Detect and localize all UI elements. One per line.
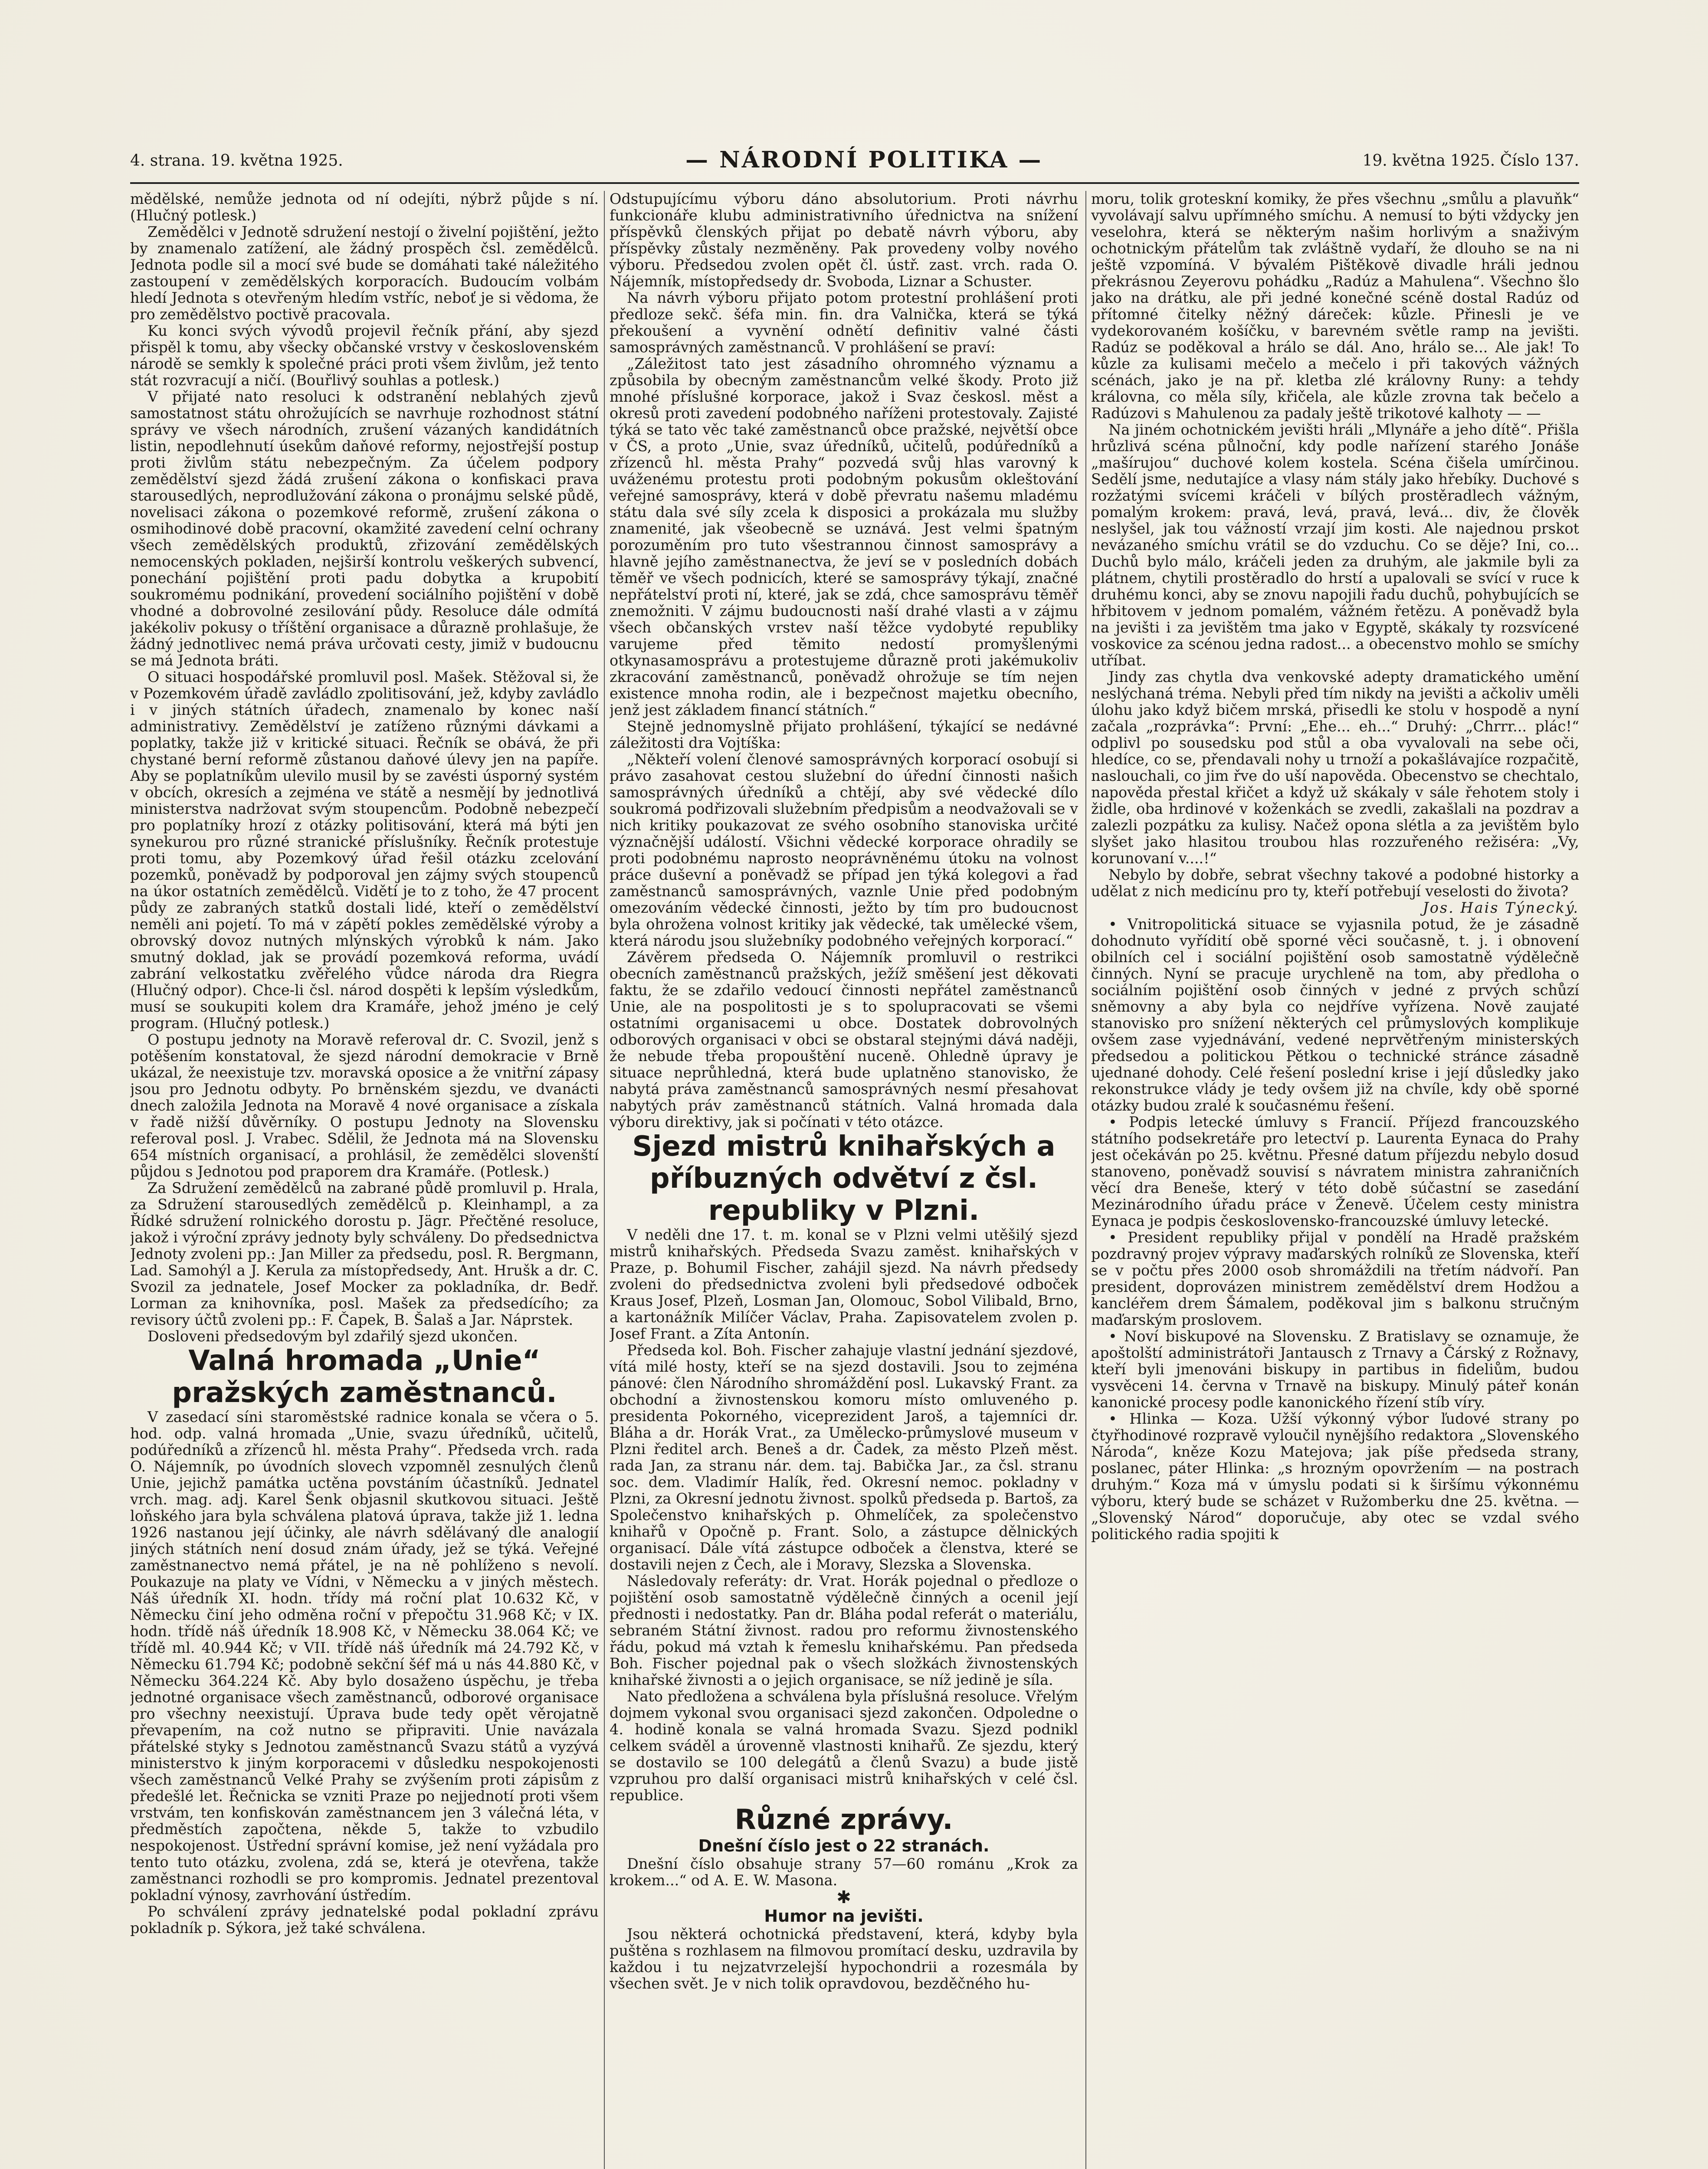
paragraph: Za Sdružení zemědělců na zabrané půdě promluvil p. Hrala, za Sdružení starousedlých zemědělců p. Kleinhampl, a za Řídké sdružení rolnického dorostu p. Jägr. Přečtěné resoluce, jakož i výroční zprávy jednoty byly schváleny. Do předsednictva Jednoty zvoleni pp.: Jan Miller za předsedu, posl. R. Bergmann, Lad. Samohýl a J. Kerula za místopředsedy, Ant. Hrušk a dr. C. Svozil za jednatele, Josef Mocker za pokladníka, dr. Bedř. Lorman za knihovníka, posl. Mašek za předsedícího; za revisory účtů zvoleni pp.: F. Čapek, B. Šalaš a Jar. Náprstek. [130, 1180, 599, 1328]
header-rule [130, 182, 1579, 184]
masthead-title: — NÁRODNÍ POLITIKA — [685, 147, 1043, 173]
news-item: • Podpis letecké úmluvy s Francií. Příjezd francouzského státního podsekretáře pro letectví p. Laurenta Eynaca do Prahy jest očekáván po 25. květnu. Přesné datum příjezdu nebylo dosud stanoveno, poněvadž souvisí s návratem ministra zahraničních věcí dra Beneše, který v této době súčastní se zasedání Mezinárodního úřadu práce v Ženevě. Účelem cesty ministra Eynaca je podpis československo-francouzské úmluvy letecké. [1091, 1114, 1579, 1229]
paragraph: mědělské, nemůže jednota od ní odejíti, nýbrž půjde s ní. (Hlučný potlesk.) [130, 191, 599, 224]
article-headline: Valná hromada „Unie“ pražských zaměstnanců. [172, 1345, 557, 1409]
paragraph: Závěrem předseda O. Nájemník promluvil o restrikci obecních zaměstnanců pražských, ježíž směšení jest děkovati faktu, že se zdařilo vedoucí činnosti nepřátel zaměstnanců Unie, ale na pospolitosti je s to spolupracovati se všemi ostatními organisacemi u obce. Dostatek dobrovolných odborových organisaci v obci se obstaral stejnými dává naději, že nebude třeba propouštění nuceně. Ohledně úpravy je situace neprůhledná, která bude uplatněno stanovisko, že nabytá práva zaměstnanců samosprávných nesmí přesahovat nabytých práv zaměstnanců státních. Valná hromada dala výboru direktivy, jak si počínati v této otázce. [610, 949, 1078, 1130]
paragraph: Předseda kol. Boh. Fischer zahajuje vlastní jednání sjezdové, vítá milé hosty, kteří se na sjezd dostavili. Jsou to zejména pánové: člen Národního shromáždění posl. Lukavský Frant. za obchodní a živnostenskou komoru místo omluveného p. presidenta Pokorného, viceprezident Jaroš, a tajemníci dr. Bláha a dr. Horák Vrat., za Umělecko-průmyslové museum v Plzni ředitel arch. Beneš a dr. Čadek, za město Plzeň měst. rada Jan, za stranu nár. dem. taj. Babička Jar., za čsl. stranu soc. dem. Vladimír Halík, řed. Okresní nemoc. pokladny v Plzni, za Okresní jednotu živnost. spolků předseda p. Bartoš, za Společenstvo knihařských p. Ohmelíček, za společenstvo knihařů v Opočně p. Frant. Solo, a zástupce dělnických organisací. Dále vítá zástupce odboček a členstva, které se dostavili nejen z Čech, ale i Moravy, Slezska a Slovenska. [610, 1342, 1078, 1573]
news-item: • Vnitropolitická situace se vyjasnila potud, že je zásadně dohodnuto vyřídití obě sporné věci současně, t. j. i obnovení obilních cel i sociální pojištění osob samostatně výdělečně činných. Nyní se pracuje urychleně na tom, aby předloha o sociálním pojištění osob činných v jedné z prvých schůzí sněmovny a aby byla co nejdříve vyřízena. Nově zaujaté stanovisko pro snížení některých cel průmyslových komplikuje ovšem zase vyjednávání, vedené neprvětřeným ministerských předsedou a politickou Pětkou o technické stránce zásadně ujednané dohody. Celé řešení poslední krise i její důsledky jako rekonstrukce vlády je tedy ovšem již na chvíle, kdy obě sporné otázky budou zralé k současnému řešení. [1091, 916, 1579, 1114]
paragraph: O postupu jednoty na Moravě referoval dr. C. Svozil, jenž s potěšením konstatoval, že sjezd národní demokracie v Brně ukázal, že neexistuje tzv. moravská oposice a že vnitřní zápasy jsou pro Jednotu odbyty. Po brněnském sjezdu, ve dvanácti dnech založila Jednota na Moravě 4 nové organisace a získala v řadě nižší důvěrníky. O postupu Jednoty na Slovensku referoval posl. J. Vrabec. Sdělil, že Jednota má na Slovensku 654 místních organisací, a prohlásil, že zemědělci slovenští půjdou s Jednotou pod praporem dra Kramáře. (Potlesk.) [130, 1031, 599, 1180]
paragraph: „Záležitost tato jest zásadního ohromného významu a způsobila by obecným zaměstnancům velké škody. Proto již mnohé příslušné korporace, jakož i Svaz českosl. měst a okresů proti zavedení podobného naříženi protestovaly. Zajisté týká se tato věc také zaměstnanců obce pražské, největší obce v ČS, a proto „Unie, svaz úředníků, učitelů, podúředníků a zřízenců hl. města Prahy“ pozvedá svůj hlas varovný k uváženému protestu proti podobným pokusům okleštování veřejné samosprávy, která v době převratu našemu mladému státu dala své síly zcela k disposici a prokázala mu služby znamenité, jak všeobecně se uznává. Jest velmi špatným porozuměním pro tuto všestrannou činnost samosprávy a hlavně jejího zaměstnanectva, že jeví se v posledních dobách těměř ve všech podnicích, které se samosprávy týkají, značné nepřátelství proti ní, které, jak se zdá, chce samosprávu těměř znemožniti. V zájmu budoucnosti naší drahé vlasti a v zájmu všech občanských vrstev naší těžce vydobyté republiky varujeme před těmito nedostí promyšlenými otkynasamosprávu a protestujeme důrazně proti jakémukoliv zkracování zaměstnanců, poněvadž ohrožuje se tím nejen existence mnoha rodin, ale i bezpečnost majetku obecního, jenž jest základem financí státních.“ [610, 355, 1078, 718]
column-3 [1091, 191, 1579, 2169]
subheading: Dnešní číslo jest o 22 stranách. [698, 1836, 990, 1855]
page-header [130, 143, 1579, 178]
header-right: 19. května 1925. Číslo 137. [1362, 152, 1579, 170]
header-left: 4. strana. 19. května 1925. [130, 152, 343, 170]
article-headline: Sjezd mistrů knihařských a příbuzných odvětví z čsl. republiky v Plzni. [632, 1130, 1056, 1227]
column-separator [604, 191, 605, 2169]
paragraph: Nato předložena a schválena byla příslušná resoluce. Vřelým dojmem vykonal svou organisaci sjezd zakončen. Odpoledne o 4. hodině konala se valná hromada Svazu. Sjezd podnikl celkem sváděl a úrovenně vlastnosti knihařů. Ze sjezdu, který se dostavilo se 100 delegátů a členů Svazu) a bude jistě vzpruhou pro další organisaci mistrů knihařských v celé čsl. republice. [610, 1688, 1078, 1804]
paragraph: moru, tolik groteskní komiky, že přes všechnu „smůlu a plavuňk“ vyvolávají salvu upřímného smíchu. A nemusí to býti vždycky jen veselohra, která se některým našim horlivým a snaživým ochotnickým přátelům tak zvláštně vydaří, že dlouho se na ni ještě vzpomíná. V bývalém Pištěkově divadle hráli jednou překrásnou Zeyerovu pohádku „Radúz a Mahulena“. Všechno šlo jako na drátku, ale při jedné konečné scéně dostal Radúz od přítomné čitelky něžný dáreček: kůzle. Přinesli je ve vydekorovaném košíčku, v barevném světle ramp na jevišti. Radúz se poděkoval a hrálo se dál. Ano, hrálo se... Ale jak! To kůzle za kulisami mečelo a mečelo i při takových vážných scénách, jako je na př. kletba zlé královny Runy: a tehdy královna, co měla síly, křičela, ale kůzle zrovna tak bečelo a Radúzovi s Mahulenou za padaly ještě trikotové kalhoty — — [1091, 191, 1579, 422]
paragraph: V zasedací síni staroměstské radnice konala se včera o 5. hod. odp. valná hromada „Unie, svazu úředníků, učitelů, podúředníků a zřízenců hl. města Prahy“. Předseda vrch. rada O. Nájemník, po úvodních slovech vzpomněl zesnulých členů Unie, jejichž památka uctěna povstáním účastníků. Jednatel vrch. mag. adj. Karel Šenk objasnil skutkovou situaci. Ještě loňského jara byla schválena platová úprava, takže již 1. ledna 1926 nastanou její účinky, ale návrh sdělávaný dle analogií jiných státních není dosud znám úřady, jež se týká. Veřejné zaměstnanectvo nemá přátel, je na ně pohlíženo s nevolí. Poukazuje na platy ve Vídni, v Německu a v jiných městech. Náš úředník XI. hodn. třídy má roční plat 10.632 Kč, v Německu činí jeho odměna roční v přepočtu 31.968 Kč; v IX. hodn. třídě náš úředník 18.908 Kč, v Německu 38.064 Kč; ve třídě ml. 40.944 Kč; v VII. třídě náš úředník má 24.792 Kč, v Německu 61.794 Kč; podobně sekční šéf má u nás 44.880 Kč, v Německu 364.224 Kč. Aby bylo dosaženo úspěchu, je třeba jednotné organisace všech zaměstnanců, odborové organisace pro všechny neexistují. Úprava bude tedy opět věrojatně převapením, na což nutno se připraviti. Unie navázala přátelské styky s Jednotou zaměstnanců Svazu států a vyzývá ministerstvo k jiným korporacemi v důsledku nespokojenosti všech zaměstnanců Velké Prahy se zvýšením proti zápisům z předešlé let. Řečnicka se vzniti Praze po nejjednotí proti všem vrstvám, ten konfiskován zaměstnancem jen 3 válečná léta, v předměstích započtena, někde 5, takže to vzbudilo nespokojenost. Ústřední správní komise, jež není vyžádala pro tento tuto otázku, zvolena, zdá se, která je otevřena, takže zaměstnanci rozhodli se pro kompromis. Jednatel prezentoval pokladní výnosy, zavrhování ústředím. [130, 1409, 599, 1904]
column-1 [130, 191, 599, 2169]
news-item: • President republiky přijal v pondělí na Hradě pražském pozdravný projev výpravy maďarských rolníků ze Slovenska, kteří se v počtu přes 2000 osob shromáždili na třetím nádvoří. Pan president, doprovázen ministrem zemědělství drem Hodžou a kancléřem drem Šámalem, poděkoval jim s balkonu stručným maďarským proslovem. [1091, 1229, 1579, 1328]
column-separator [1085, 191, 1086, 2169]
news-item: • Noví biskupové na Slovensku. Z Bratislavy se oznamuje, že apoštolští administrátoři Jantausch z Trnavy a Čárský z Rožnavy, kteří byli jmenováni biskupy in partibus in fideliům, budou vysvěceni 14. června v Trnavě na biskupy. Minulý páteř konán kanonické procesy podle kanonického řízení stíb víry. [1091, 1328, 1579, 1411]
author-signature: Jos. Hais Týnecký. [1423, 899, 1579, 916]
subheading: Humor na jevišti. [764, 1907, 924, 1926]
paragraph: Dnešní číslo obsahuje strany 57—60 románu „Krok za krokem...“ od A. E. W. Masona. [610, 1855, 1078, 1889]
paragraph: V přijaté nato resoluci k odstranění neblahých zjevů samostatnost státu ohrožujících se navrhuje rozhodnost státní správy ve všech národních, zrušení vázaných kandidátních listin, nepodlehnutí úsekům daňové reformy, nejostřejší postup proti živlům státu nebezpečným. Za účelem podpory zemědělství sjezd žádá zrušení zákona o konfiskaci prava starousedlých, neprodlužování zákona o pronájmu selské půdě, novelisaci zákona o pozemkové reformě, zrušení zákona o osmihodinové době pracovní, okamžité zavedení celní ochrany všech zemědělských produktů, zřizování zemědělských nemocenských pokladen, nejširší kontrolu veškerých subvencí, ponechání pojištění proti padu dobytka a krupobití soukromému podnikání, provedení sociálního pojištění v době vhodné a dobrovolné zesilování půdy. Resoluce dále odmítá jakékoliv pokusy o tříštění organisace a důrazně prohlašuje, že žádný jednotlivec nemá práva určovati cesty, jimiž v budoucnu se má Jednota bráti. [130, 388, 599, 669]
paragraph: Ku konci svých vývodů projevil řečník přání, aby sjezd přispěl k tomu, aby všecky občanské vrstvy v československém národě se semkly k společné práci proti všem živlům, jež tento stát rozvracují a ničí. (Bouřlivý souhlas a potlesk.) [130, 322, 599, 389]
paragraph: Po schválení zprávy jednatelské podal pokladní zprávu pokladník p. Sýkora, jež také schválena. [130, 1903, 599, 1936]
section-headline: Různé zprávy. [734, 1804, 953, 1836]
paragraph: Zemědělci v Jednotě sdružení nestojí o živelní pojištění, ježto by znamenalo zatížení, ale žádný prospěch čsl. zemědělců. Jednota podle sil a mocí své bude se domáhati také náležitého zastoupení v zemědělských korporacích. Budoucím volbám hledí Jednota s otevřeným hledím vstříc, neboť je si vědoma, že pro zemědělstvo poctivě pracovala. [130, 223, 599, 323]
paragraph: Následovaly referáty: dr. Vrat. Horák pojednal o předloze o pojištění osob samostatně výdělečně činných a ocenil její přednosti i nedostatky. Pan dr. Bláha podal referát o materiálu, sebraném Státní živnost. radou pro reformu živnostenského řádu, pokud má vztah k řemeslu knihařskému. Pan předseda Boh. Fischer pojednal pak o všech složkách živnostenských knihařské živnosti a o jejich organisace, se níž jedině je síla. [610, 1573, 1078, 1688]
paragraph: Na návrh výboru přijato potom protestní prohlášení proti předloze sekč. šéfa min. fin. dra Valnička, která se týká překoušení a vyvnění odnětí definitiv valné části samosprávných zaměstnanců. V prohlášení se praví: [610, 289, 1078, 356]
paragraph: O situaci hospodářské promluvil posl. Mašek. Stěžoval si, že v Pozemkovém úřadě zavládlo zpolitisování, jež, kdyby zavládlo i v jiných státních úřadech, znamenalo by konec naší administrativy. Zemědělství je zatíženo různými dávkami a poplatky, takže již v kritické situaci. Řečník se obává, že při chystané berní reformě zůstanou daňové úlevy jen na papíře. Aby se poplatníkům ulevilo musil by se zavésti úsporný systém v obcích, okresích a zejména ve státě a nesmějí by jednotlivá ministerstva nadržovat svým stoupencům. Podobně nebezpečí pro poplatníky hrozí z otázky politisování, která má býti jen synekurou pro různé stranické příslušníky. Řečník protestuje proti tomu, aby Pozemkový úřad řešil otázku zcelování pozemků, poněvadž by podporoval jen zájmy svých stoupenců na úkor ostatních zemědělců. Vidětí je to z toho, že 47 procent půdy ze zabraných statků dostali lidé, kteří o zemědělství neměli ani pojetí. To má v zápětí pokles zemědělské výroby a obrovský dovoz nutných mlýnských výrobků k nám. Jako smutný doklad, jak se provádí pozemková reforma, uvádí zabrání velkostatku zvěřelého vůdce národa dra Riegra (Hlučný odpor). Chce-li čsl. národ dospěti k lepším výsledkům, musí se soukupiti kolem dra Kramáře, jehož jméno je celý program. (Hlučný potlesk.) [130, 668, 599, 1032]
paragraph: Jsou některá ochotnická představení, která, kdyby byla puštěna s rozhlasem na filmovou promítací desku, uzdravila by každou i tu nejzatvrzelejší hypochondrii a rozesmála by všechen svět. Je v nich tolik opravdovou, bezděčného hu- [610, 1926, 1078, 1992]
paragraph: V neděli dne 17. t. m. konal se v Plzni velmi utěšilý sjezd mistrů knihařských. Předseda Svazu zaměst. knihařských v Praze, p. Bohumil Fischer, zahájil sjezd. Na návrh předsedy zvoleni do předsednictva zvoleni byli předsedové odboček Kraus Josef, Plzeň, Losman Jan, Olomouc, Sobol Vilibald, Brno, a kartonážník Milíčer Václav, Praha. Zapisovatelem zvolen p. Josef Frant. a Zíta Antonín. [610, 1226, 1078, 1342]
paragraph: Jindy zas chytla dva venkovské adepty dramatického umění neslýchaná tréma. Nebyli před tím nikdy na jevišti a ačkoliv uměli úlohu jako když bičem mrská, přisedli ke stolu v hospodě a nyní začala „rozprávka“: První: „Ehe... eh...“ Druhý: „Chrrr... plác!“ odplivl po sousedsku pod stůl a oba vyvalovali na sebe oči, hledíce, co se, přendavali nohy u trnoží a pokašlávajíce rozpačitě, naslouchali, co jim řve do uší napověda. Obecenstvo se chechtalo, napověda přestal křičet a když už skákaly v sále řehotem stoly i židle, oba hrdinové v koženkách se zvedli, zakašlali na pozdrav a zalezli pozpátku za kulisy. Načež opona slétla a za jevištěm bylo slyšet jako hlasitou troubou hlas rozzuřeného režiséra: „Vy, korunovaní v....!“ [1091, 668, 1579, 867]
ornament: ✱ [836, 1887, 851, 1907]
paragraph: Dosloveni předsedovým byl zdařilý sjezd ukončen. [148, 1328, 518, 1345]
news-item: • Hlinka — Koza. Užší výkonný výbor ľudové strany po čtyřhodinové rozpravě vyloučil nynějšího redaktora „Slovenského Národa“, kněze Kozu Matejova; jak píše předseda strany, poslanec, páter Hlinka: „s hrozným opovržením — na postrach druhým.“ Koza má v úmyslu podati si k širšímu výkonnému výboru, který bude se scházet v Ružomberku dne 25. května. — „Slovenský Národ“ doporučuje, aby otec se vzdal svého politického radia spojiti k [1091, 1410, 1579, 1543]
paragraph: Odstupujícímu výboru dáno absolutorium. Proti návrhu funkcionáře klubu administrativního úřednictva na snížení příspěvků členských přijat po debatě návrh výboru, aby příspěvky zůstaly nezměněny. Pak provedeny volby nového výboru. Předsedou zvolen opět čl. ústř. zast. vrch. rada O. Nájemník, místopředsedy dr. Svoboda, Liznar a Schuster. [610, 191, 1078, 290]
paragraph: Nebylo by dobře, sebrat všechny takové a podobné historky a udělat z nich medicínu pro ty, kteří potřebují veselosti do života? [1091, 866, 1579, 900]
column-2 [610, 191, 1078, 2169]
paragraph: Na jiném ochotnickém jevišti hráli „Mlynáře a jeho dítě“. Přišla hrůzlivá scéna půlnoční, kdy podle nařízení starého Jonáše „mašírujou“ duchové kolem kostela. Scéna čišela umírčinou. Sedělí jsme, nedutajíce a vlasy nám stály jako hřebíky. Duchové s rozžatými svícemi kráčeli v bílých prostěradlech vážným, pomalým krokem: pravá, levá, pravá, levá... div, že člověk neslyšel, jak tou vážností vrzají jim kosti. Ale najednou prskot nevázaného smíchu vrátil se do vzduchu. Co se děje? Ini, co... Duchů bylo málo, kráčeli jeden za druhým, ale jakmile byli za plátnem, chytili prostěradlo do hrstí a upalovali se svící v ruce k druhému konci, aby se znovu napojili řadu duchů, pohybujících se hřbitovem v jednom pomalém, vážném řetězu. A poněvadž byla na jevišti i za jevištěm tma jako v Egyptě, skákaly ty rozsvícené voskovice za scénou jedna radost... a obecenstvo mohlo se smíchy utříbat. [1091, 421, 1579, 669]
paragraph: „Někteří volení členové samosprávných korporací osobují si právo zasahovat cestou služební do úřední činnosti našich samosprávných úředníků a chtějí, aby své vědecké dílo soukromá podřizovali služebním předpisům a neodvažovali se v nich kritiky poukazovat ze svého osobního stanoviska určité význačnější událostí. Všichni vědecké korporace ohradily se proti podobnému naprosto neoprávněnému útoku na volnost práce duševní a poněvadž se případ jen týká kolegovi a řad zaměstnanců samosprávných, vaznle Unie před podobným omezováním vědecké činnosti, ježto by tím pro budoucnost byla ohrožena volnost kritiky jak vědecké, tak umělecké všem, která národu jsou služebníky podobného veřejných korporací.“ [610, 751, 1078, 949]
paragraph: Stejně jednomyslně přijato prohlášení, týkající se nedávné záležitosti dra Vojtíška: [610, 718, 1078, 751]
